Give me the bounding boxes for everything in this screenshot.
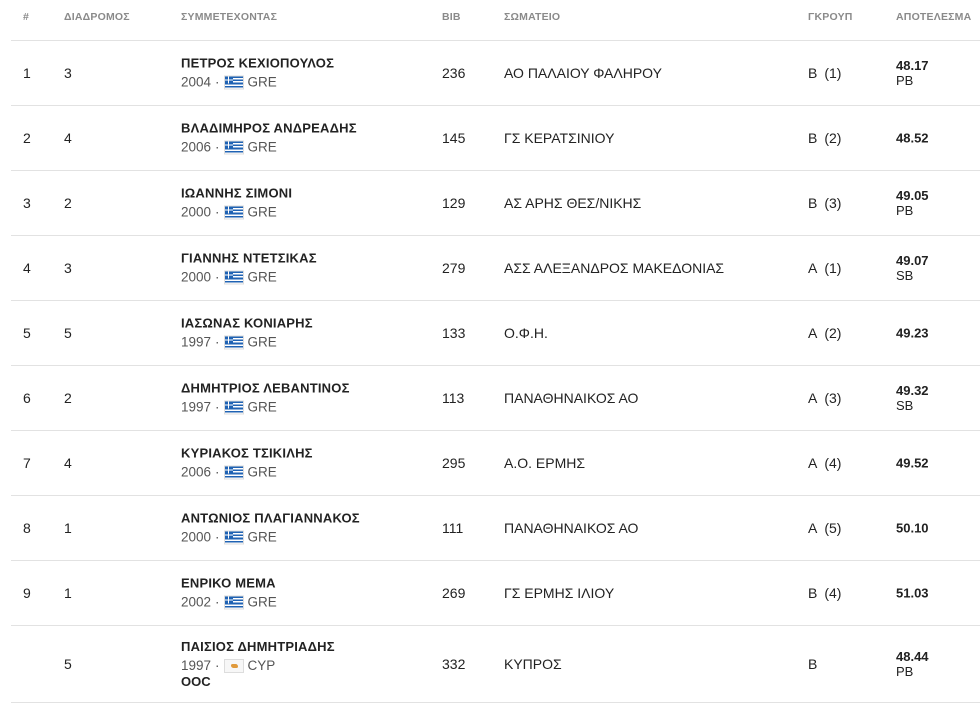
athlete-name[interactable]: ΙΑΣΩΝΑΣ ΚΟΝΙΑΡΗΣ (181, 315, 313, 331)
group-position: (3) (824, 195, 842, 211)
meta-separator: · (215, 139, 220, 155)
lane-cell: 4 (64, 455, 72, 471)
athlete-meta (181, 270, 317, 285)
country-code: GRE (247, 139, 277, 155)
country-code: GRE (247, 269, 277, 285)
birth-year: 2000 (181, 269, 212, 285)
country-code: GRE (247, 529, 277, 545)
ooc-label: OOC (181, 674, 211, 689)
group-cell (808, 390, 841, 406)
group-cell (808, 130, 841, 146)
athlete-cell (181, 446, 313, 481)
greece-flag-icon (224, 75, 244, 89)
athlete-cell (181, 121, 357, 156)
birth-year: 1997 (181, 399, 212, 415)
table-row[interactable] (11, 626, 980, 703)
athlete-meta (181, 205, 292, 220)
birth-year: 1997 (181, 658, 212, 673)
greece-flag-icon (224, 465, 244, 479)
lane-cell: 1 (64, 585, 72, 601)
group-cell (808, 260, 841, 276)
lane-cell: 1 (64, 520, 72, 536)
club-cell: ΓΣ ΕΡΜΗΣ ΙΛΙΟΥ (504, 585, 615, 601)
group-letter: Α (808, 260, 818, 276)
rank-cell: 1 (23, 65, 31, 81)
greece-flag-icon (224, 530, 244, 544)
group-letter: Α (808, 390, 818, 406)
athlete-meta (181, 530, 360, 545)
header-lane[interactable]: ΔΙΑΔΡΟΜΟΣ (64, 11, 130, 23)
result-time: 51.03 (896, 585, 929, 601)
result-cell (896, 586, 929, 601)
bib-cell: 113 (442, 390, 465, 406)
result-time: 49.05 (896, 188, 929, 203)
lane-cell: 5 (64, 325, 72, 341)
bib-cell: 145 (442, 130, 466, 146)
result-time: 48.17 (896, 58, 929, 73)
results-table (11, 0, 980, 703)
table-row[interactable] (11, 171, 980, 236)
result-time: 49.07 (896, 253, 929, 268)
club-cell: ΓΣ ΚΕΡΑΤΣΙΝΙΟΥ (504, 130, 615, 146)
table-row[interactable] (11, 301, 980, 366)
result-cell (896, 131, 929, 146)
greece-flag-icon (224, 270, 244, 284)
group-letter: Β (808, 130, 818, 146)
birth-year: 2006 (181, 139, 212, 155)
rank-cell: 7 (23, 455, 31, 471)
result-time: 48.52 (896, 130, 929, 146)
group-position: (2) (824, 130, 842, 146)
athlete-cell (181, 639, 335, 689)
group-position: (4) (824, 455, 842, 471)
meta-separator: · (215, 334, 220, 350)
result-cell (896, 649, 929, 679)
meta-separator: · (215, 464, 220, 480)
result-tag: PB (896, 664, 914, 679)
table-row[interactable] (11, 366, 980, 431)
result-cell (896, 253, 929, 283)
lane-cell: 3 (64, 65, 72, 81)
club-cell: Α.Ο. ΕΡΜΗΣ (504, 455, 585, 471)
meta-separator: · (215, 399, 220, 415)
athlete-meta (181, 400, 350, 415)
athlete-name[interactable]: ΔΗΜΗΤΡΙΟΣ ΛΕΒΑΝΤΙΝΟΣ (181, 380, 350, 396)
result-tag: SB (896, 268, 914, 283)
lane-cell: 5 (64, 656, 72, 672)
group-letter: Α (808, 455, 818, 471)
lane-cell: 3 (64, 260, 72, 276)
group-letter: Β (808, 65, 818, 81)
table-row[interactable] (11, 561, 980, 626)
lane-cell: 4 (64, 130, 72, 146)
birth-year: 2004 (181, 74, 212, 90)
table-row[interactable] (11, 431, 980, 496)
athlete-name[interactable]: ΙΩΑΝΝΗΣ ΣΙΜΟΝΙ (181, 185, 293, 201)
rank-cell: 5 (23, 325, 31, 341)
bib-cell: 133 (442, 325, 466, 341)
group-cell (808, 65, 841, 81)
meta-separator: · (215, 204, 220, 220)
athlete-name[interactable]: ΚΥΡΙΑΚΟΣ ΤΣΙΚΙΛΗΣ (181, 445, 313, 461)
country-code: GRE (247, 74, 277, 90)
group-position: (3) (824, 390, 842, 406)
result-cell (896, 521, 929, 536)
group-letter: Β (808, 656, 818, 672)
table-row[interactable] (11, 106, 980, 171)
result-time: 49.32 (896, 383, 929, 398)
athlete-name[interactable]: ΠΑΙΣΙΟΣ ΔΗΜΗΤΡΙΑΔΗΣ (181, 639, 335, 654)
athlete-name[interactable]: ΓΙΑΝΝΗΣ ΝΤΕΤΣΙΚΑΣ (181, 250, 317, 266)
greece-flag-icon (224, 400, 244, 414)
club-cell: ΑΣ ΑΡΗΣ ΘΕΣ/ΝΙΚΗΣ (504, 195, 642, 211)
result-cell (896, 326, 929, 341)
group-letter: Α (808, 325, 818, 341)
athlete-cell (181, 316, 313, 351)
athlete-cell (181, 56, 334, 91)
athlete-meta (181, 465, 313, 480)
athlete-cell (181, 511, 360, 546)
club-cell: ΑΟ ΠΑΛΑΙΟΥ ΦΑΛΗΡΟΥ (504, 65, 662, 81)
meta-separator: · (215, 529, 220, 545)
athlete-name[interactable]: ΒΛΑΔΙΜΗΡΟΣ ΑΝΔΡΕΑΔΗΣ (181, 120, 357, 136)
group-letter: Α (808, 520, 818, 536)
birth-year: 2000 (181, 529, 212, 545)
country-code: GRE (247, 204, 277, 220)
group-cell (808, 325, 841, 341)
result-time: 49.52 (896, 455, 929, 471)
bib-cell: 279 (442, 260, 466, 276)
table-row[interactable] (11, 236, 980, 301)
group-letter: Β (808, 585, 818, 601)
result-tag: SB (896, 398, 914, 413)
club-cell: ΚΥΠΡΟΣ (504, 656, 562, 672)
bib-cell: 236 (442, 65, 466, 81)
club-cell: ΠΑΝΑΘΗΝΑΙΚΟΣ ΑΟ (504, 520, 639, 536)
birth-year: 2002 (181, 594, 212, 610)
group-cell (808, 585, 841, 601)
athlete-cell (181, 251, 317, 286)
rank-cell: 4 (23, 260, 31, 276)
bib-cell: 295 (442, 455, 466, 471)
result-cell (896, 383, 929, 413)
group-cell (808, 656, 824, 672)
result-tag: PB (896, 203, 914, 218)
header-group[interactable]: ΓΚΡΟΥΠ (808, 11, 853, 23)
result-time: 50.10 (896, 520, 929, 536)
header-athlete[interactable]: ΣΥΜΜΕΤΕΧΟΝΤΑΣ (181, 11, 278, 23)
athlete-meta (181, 658, 335, 673)
rank-cell: 2 (23, 130, 31, 146)
meta-separator: · (215, 658, 220, 673)
header-club[interactable]: ΣΩΜΑΤΕΙΟ (504, 11, 561, 23)
table-body (11, 41, 980, 703)
result-time: 48.44 (896, 649, 929, 664)
country-code: GRE (247, 334, 277, 350)
rank-cell: 8 (23, 520, 31, 536)
country-code: CYP (247, 658, 276, 673)
result-cell (896, 58, 929, 88)
greece-flag-icon (224, 595, 244, 609)
club-cell: Ο.Φ.Η. (504, 325, 548, 341)
result-cell (896, 456, 929, 471)
meta-separator: · (215, 594, 220, 610)
group-position: (1) (824, 260, 842, 276)
bib-cell: 332 (442, 656, 466, 672)
bib-cell: 111 (442, 520, 464, 536)
cyprus-flag-icon (224, 659, 244, 673)
group-cell (808, 455, 841, 471)
result-tag: PB (896, 73, 914, 88)
athlete-name[interactable]: ΕΝΡΙΚΟ ΜΕΜΑ (181, 575, 276, 591)
meta-separator: · (215, 269, 220, 285)
greece-flag-icon (224, 140, 244, 154)
rank-cell: 6 (23, 390, 31, 406)
athlete-cell (181, 186, 292, 221)
athlete-cell (181, 576, 277, 611)
group-position: (5) (824, 520, 842, 536)
group-position: (4) (824, 585, 842, 601)
rank-cell: 9 (23, 585, 31, 601)
header-bib[interactable]: BIB (442, 11, 461, 23)
header-result[interactable]: ΑΠΟΤΕΛΕΣΜΑ (896, 11, 972, 23)
lane-cell: 2 (64, 390, 72, 406)
athlete-meta (181, 140, 357, 155)
table-header (11, 0, 980, 41)
bib-cell: 269 (442, 585, 466, 601)
athlete-cell (181, 381, 350, 416)
club-cell: ΑΣΣ ΑΛΕΞΑΝΔΡΟΣ ΜΑΚΕΔΟΝΙΑΣ (504, 260, 725, 276)
athlete-name[interactable]: ΠΕΤΡΟΣ ΚΕΧΙΟΠΟΥΛΟΣ (181, 55, 335, 71)
greece-flag-icon (224, 335, 244, 349)
country-code: GRE (247, 594, 277, 610)
athlete-meta (181, 75, 334, 90)
group-position: (2) (824, 325, 842, 341)
country-code: GRE (247, 399, 277, 415)
birth-year: 2006 (181, 464, 212, 480)
birth-year: 2000 (181, 204, 212, 220)
club-cell: ΠΑΝΑΘΗΝΑΙΚΟΣ ΑΟ (504, 390, 639, 406)
result-cell (896, 188, 929, 218)
table-row[interactable] (11, 496, 980, 561)
group-letter: Β (808, 195, 818, 211)
header-rank[interactable]: # (23, 11, 30, 23)
group-cell (808, 520, 841, 536)
meta-separator: · (215, 74, 220, 90)
lane-cell: 2 (64, 195, 72, 211)
bib-cell: 129 (442, 195, 466, 211)
group-position: (1) (824, 65, 842, 81)
greece-flag-icon (224, 205, 244, 219)
group-cell (808, 195, 841, 211)
rank-cell: 3 (23, 195, 31, 211)
birth-year: 1997 (181, 334, 212, 350)
result-time: 49.23 (896, 325, 929, 341)
athlete-meta (181, 595, 277, 610)
athlete-meta (181, 335, 313, 350)
table-row[interactable] (11, 41, 980, 106)
athlete-name[interactable]: ΑΝΤΩΝΙΟΣ ΠΛΑΓΙΑΝΝΑΚΟΣ (181, 510, 360, 526)
country-code: GRE (247, 464, 277, 480)
